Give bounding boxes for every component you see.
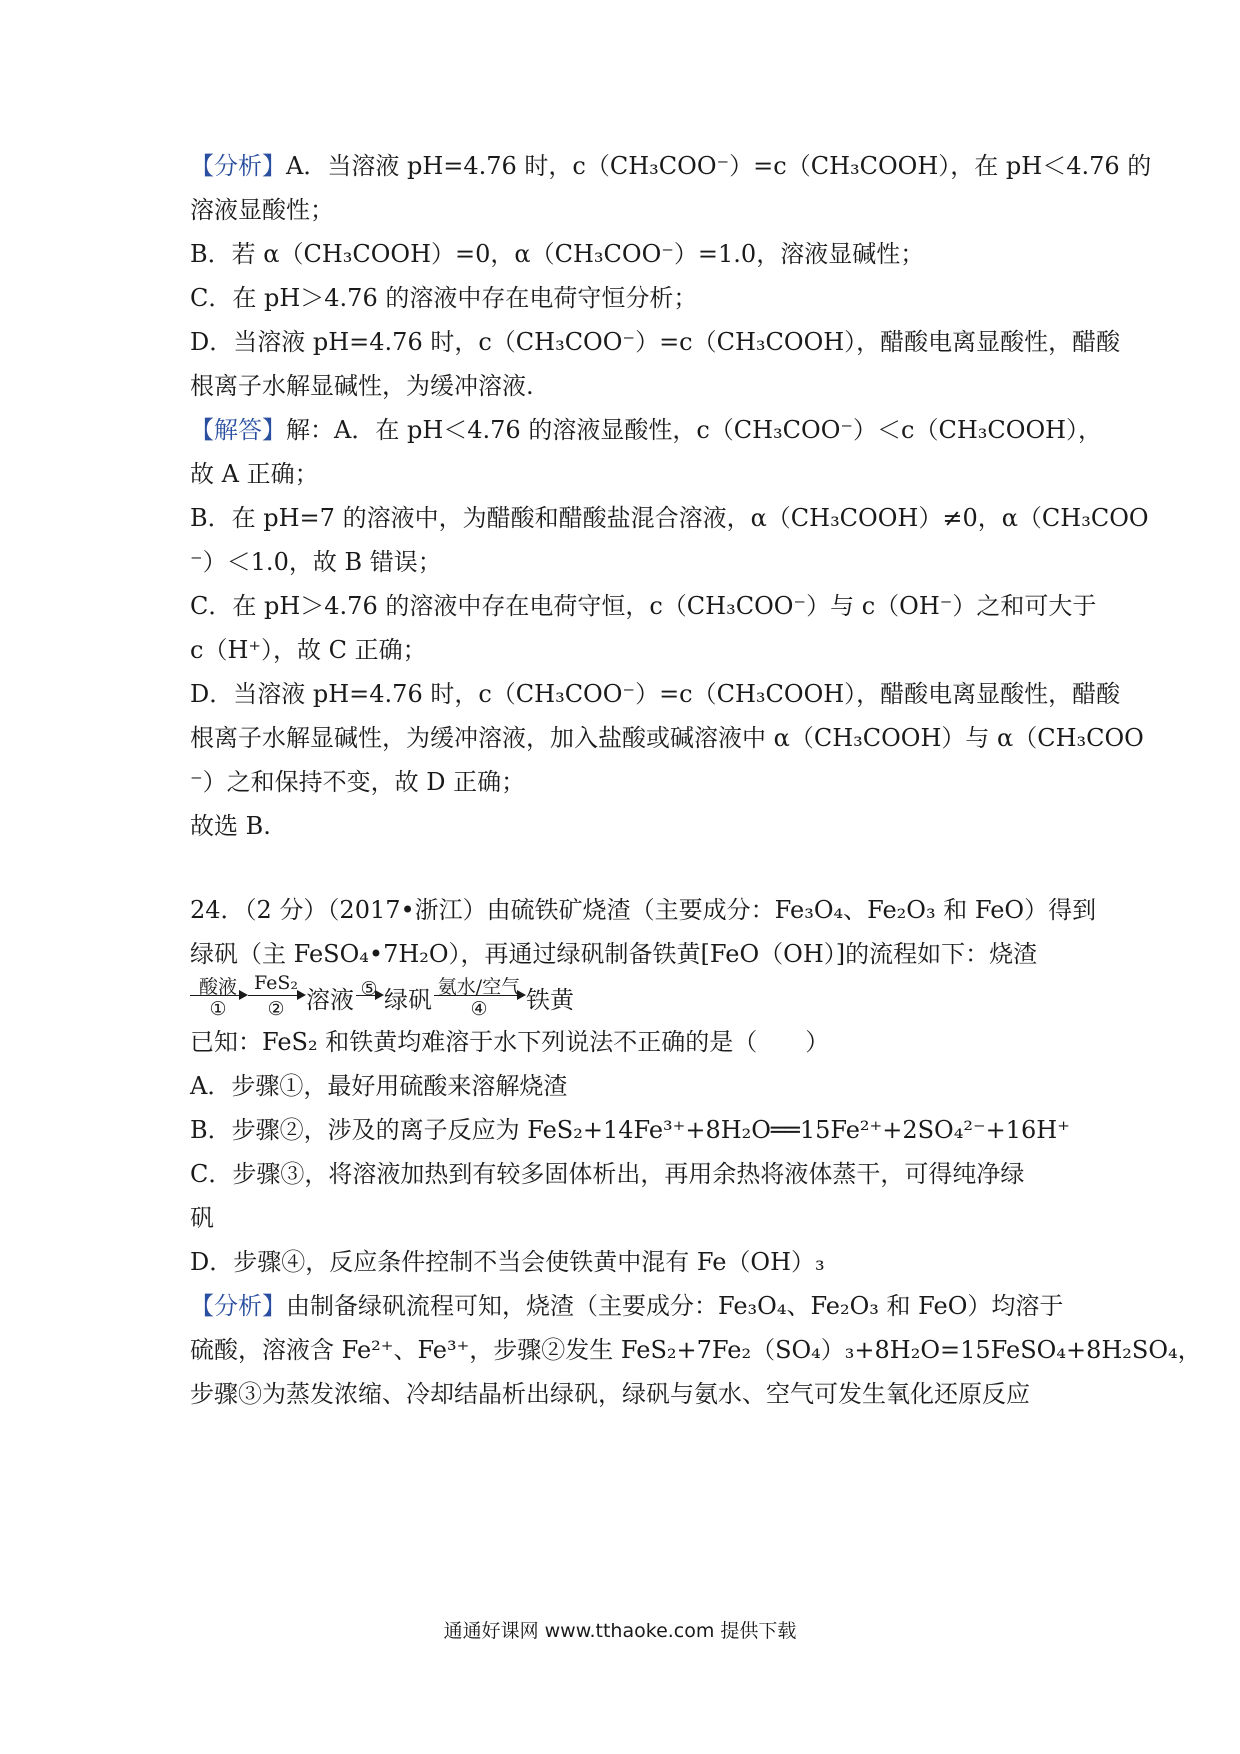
answer1-line2: 故 A 正确； bbox=[190, 460, 319, 488]
question24-line2: 绿矾（主 FeSO₄•7H₂O），再通过绿矾制备铁黄[FeO（OH）]的流程如下：烧渣 bbox=[190, 940, 1038, 968]
answer1-line10: 故选 B. bbox=[190, 812, 271, 840]
flow-arrow bbox=[248, 995, 304, 996]
analysis1-line5: D．当溶液 pH=4.76 时，c（CH₃COO⁻）=c（CH₃COOH），醋酸电离显酸性，醋酸 bbox=[190, 328, 1121, 356]
option-a: A．步骤①，最好用硫酸来溶解烧渣 bbox=[190, 1072, 568, 1100]
page-footer: 通通好课网 www.tthaoke.com 提供下载 bbox=[443, 1620, 797, 1642]
analysis1-line1: 【分析】A．当溶液 pH=4.76 时，c（CH₃COO⁻）=c（CH₃COOH），在 pH＜4.76 的 bbox=[190, 152, 1152, 180]
option-b: B．步骤②，涉及的离子反应为 FeS₂+14Fe³⁺+8H₂O══15Fe²⁺+2SO₄²⁻+16H⁺ bbox=[190, 1116, 1070, 1144]
option-d: D．步骤④，反应条件控制不当会使铁黄中混有 Fe（OH）₃ bbox=[190, 1248, 825, 1276]
answer1-line4: ⁻）＜1.0，故 B 错误； bbox=[190, 548, 442, 576]
analysis2-line1: 【分析】由制备绿矾流程可知，烧渣（主要成分：Fe₃O₄、Fe₂O₃ 和 FeO）均溶于 bbox=[190, 1292, 1064, 1320]
answer1-line8: 根离子水解显碱性，为缓冲溶液，加入盐酸或碱溶液中 α（CH₃COOH）与 α（CH₃COO bbox=[190, 724, 1144, 752]
flow-step-2: FeS₂ ② bbox=[248, 972, 304, 1020]
analysis1-line3: B．若 α（CH₃COOH）=0，α（CH₃COO⁻）=1.0，溶液显碱性； bbox=[190, 240, 925, 268]
answer1-line5: C．在 pH＞4.76 的溶液中存在电荷守恒，c（CH₃COO⁻）与 c（OH⁻）之和可大于 bbox=[190, 592, 1097, 620]
analysis1-line2: 溶液显酸性； bbox=[190, 196, 334, 224]
flow-word-iron-yellow: 铁黄 bbox=[526, 986, 574, 1014]
option-c-line1: C．步骤③，将溶液加热到有较多固体析出，再用余热将液体蒸干，可得纯净绿 bbox=[190, 1160, 1025, 1188]
answer1-line6: c（H⁺），故 C 正确； bbox=[190, 636, 427, 664]
question24-line1: 24．（2 分）（2017•浙江）由硫铁矿烧渣（主要成分：Fe₃O₄、Fe₂O₃ 和 FeO）得到 bbox=[190, 896, 1097, 924]
analysis1-line4: C．在 pH＞4.76 的溶液中存在电荷守恒分析； bbox=[190, 284, 698, 312]
flow-arrow bbox=[434, 995, 524, 996]
flow-word-green-vitriol: 绿矾 bbox=[384, 986, 432, 1014]
flow-arrow bbox=[190, 995, 246, 996]
option-c-line2: 矾 bbox=[190, 1204, 214, 1232]
answer1-line9: ⁻）之和保持不变，故 D 正确； bbox=[190, 768, 526, 796]
answer-tag: 【解答】 bbox=[190, 416, 286, 444]
flow-word-solution: 溶液 bbox=[306, 986, 354, 1014]
process-flow bbox=[190, 972, 790, 1020]
answer1-line3: B．在 pH=7 的溶液中，为醋酸和醋酸盐混合溶液，α（CH₃COOH）≠0，α（CH₃COO bbox=[190, 504, 1149, 532]
analysis2-line3: 步骤③为蒸发浓缩、冷却结晶析出绿矾，绿矾与氨水、空气可发生氧化还原反应 bbox=[190, 1380, 1030, 1408]
analysis-tag: 【分析】 bbox=[190, 1292, 286, 1320]
flow-arrowhead-icon bbox=[375, 990, 384, 1000]
question24-known: 已知：FeS₂ 和铁黄均难溶于水下列说法不正确的是（ ） bbox=[190, 1028, 830, 1056]
answer1-line7: D．当溶液 pH=4.76 时，c（CH₃COO⁻）=c（CH₃COOH），醋酸电离显酸性，醋酸 bbox=[190, 680, 1121, 708]
flow-step-3: ⑤ bbox=[356, 972, 382, 1020]
analysis1-line6: 根离子水解显碱性，为缓冲溶液. bbox=[190, 372, 534, 400]
answer1-line1: 【解答】解：A．在 pH＜4.76 的溶液显酸性，c（CH₃COO⁻）＜c（CH₃COOH）， bbox=[190, 416, 1103, 444]
analysis2-line2: 硫酸，溶液含 Fe²⁺、Fe³⁺，步骤②发生 FeS₂+7Fe₂（SO₄）₃+8H₂O=15FeSO₄+8H₂SO₄， bbox=[190, 1336, 1202, 1364]
flow-step-4: 氨水/空气 ④ bbox=[434, 972, 524, 1020]
flow-step-1: 酸液 ① bbox=[190, 972, 246, 1020]
analysis-tag: 【分析】 bbox=[190, 152, 286, 180]
